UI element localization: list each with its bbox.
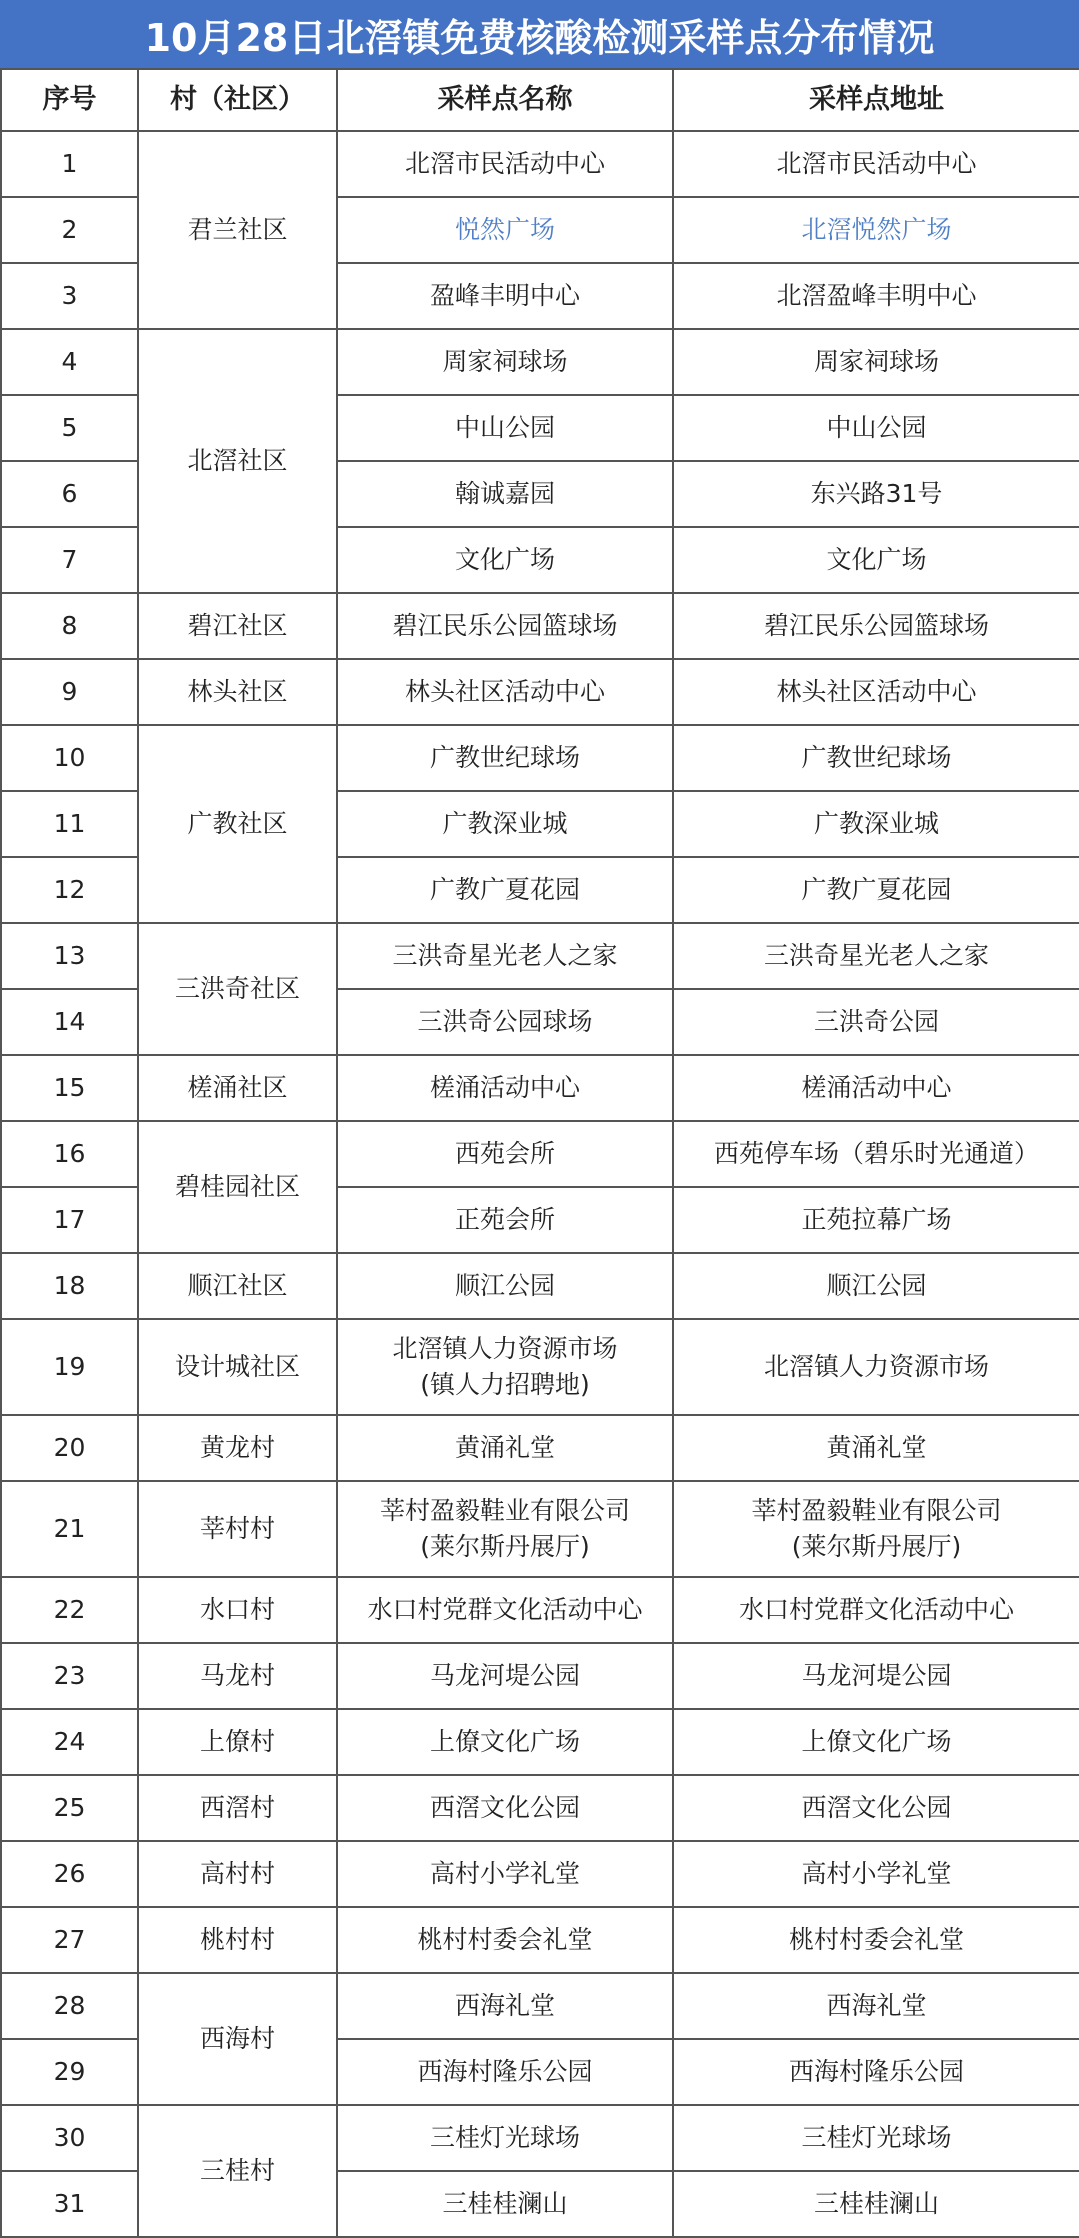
- seq-cell: 11: [1, 791, 138, 857]
- table-row: [1, 1973, 1079, 2039]
- site-address-cell: 北滘悦然广场: [673, 197, 1079, 263]
- table-row: [1, 659, 1079, 725]
- site-address-cell: 三桂灯光球场: [673, 2105, 1079, 2171]
- site-address-cell: 西海礼堂: [673, 1973, 1079, 2039]
- table-row: [1, 1775, 1079, 1841]
- village-cell: 三洪奇社区: [138, 923, 337, 1055]
- seq-cell: 15: [1, 1055, 138, 1121]
- site-name-cell: 三桂桂澜山: [337, 2171, 673, 2237]
- seq-cell: 9: [1, 659, 138, 725]
- site-address-cell: 高村小学礼堂: [673, 1841, 1079, 1907]
- site-name-cell: [337, 1481, 673, 1577]
- site-address-cell: 正苑拉幕广场: [673, 1187, 1079, 1253]
- seq-cell: 22: [1, 1577, 138, 1643]
- seq-cell: 5: [1, 395, 138, 461]
- site-address-cell: 碧江民乐公园篮球场: [673, 593, 1079, 659]
- village-cell: 碧桂园社区: [138, 1121, 337, 1253]
- site-name-cell: [337, 1319, 673, 1415]
- village-cell: 水口村: [138, 1577, 337, 1643]
- village-cell: 西海村: [138, 1973, 337, 2105]
- header-seq: 序号: [1, 69, 138, 131]
- seq-cell: 29: [1, 2039, 138, 2105]
- site-name-cell: 桃村村委会礼堂: [337, 1907, 673, 1973]
- site-name-cell: 黄涌礼堂: [337, 1415, 673, 1481]
- table-row: [1, 1481, 1079, 1577]
- site-name-cell: 广教深业城: [337, 791, 673, 857]
- seq-cell: 10: [1, 725, 138, 791]
- seq-cell: 23: [1, 1643, 138, 1709]
- sampling-sites-table: [0, 68, 1079, 2238]
- site-address-cell: 文化广场: [673, 527, 1079, 593]
- seq-cell: 25: [1, 1775, 138, 1841]
- site-address-cell: 广教广夏花园: [673, 857, 1079, 923]
- site-name-cell: 西海礼堂: [337, 1973, 673, 2039]
- site-address-cell: 黄涌礼堂: [673, 1415, 1079, 1481]
- site-address-cell: 中山公园: [673, 395, 1079, 461]
- site-address-cell: 北滘盈峰丰明中心: [673, 263, 1079, 329]
- village-cell: 莘村村: [138, 1481, 337, 1577]
- page-title: 10月28日北滘镇免费核酸检测采样点分布情况: [0, 0, 1079, 68]
- header-site-name: 采样点名称: [337, 69, 673, 131]
- site-address-cell: 林头社区活动中心: [673, 659, 1079, 725]
- seq-cell: 28: [1, 1973, 138, 2039]
- site-name-line2: (镇人力招聘地): [420, 1370, 590, 1399]
- village-cell: 顺江社区: [138, 1253, 337, 1319]
- site-name-cell: 槎涌活动中心: [337, 1055, 673, 1121]
- seq-cell: 27: [1, 1907, 138, 1973]
- site-name-cell: 西海村隆乐公园: [337, 2039, 673, 2105]
- table-row: [1, 1907, 1079, 1973]
- site-name-cell: 周家祠球场: [337, 329, 673, 395]
- village-cell: 黄龙村: [138, 1415, 337, 1481]
- village-cell: 桃村村: [138, 1907, 337, 1973]
- seq-cell: 8: [1, 593, 138, 659]
- site-name-cell: 广教广夏花园: [337, 857, 673, 923]
- site-name-cell: 正苑会所: [337, 1187, 673, 1253]
- site-address-cell: 顺江公园: [673, 1253, 1079, 1319]
- village-cell: 设计城社区: [138, 1319, 337, 1415]
- site-name-cell: 文化广场: [337, 527, 673, 593]
- seq-cell: 19: [1, 1319, 138, 1415]
- seq-cell: 20: [1, 1415, 138, 1481]
- site-address-line2: (莱尔斯丹展厅): [791, 1532, 962, 1561]
- table-row: [1, 725, 1079, 791]
- village-cell: 碧江社区: [138, 593, 337, 659]
- table-row: [1, 1319, 1079, 1415]
- site-address-cell: [673, 1481, 1079, 1577]
- table-header-row: [1, 69, 1079, 131]
- village-cell: 北滘社区: [138, 329, 337, 593]
- table-row: [1, 1841, 1079, 1907]
- village-cell: 高村村: [138, 1841, 337, 1907]
- site-name-cell: 碧江民乐公园篮球场: [337, 593, 673, 659]
- table-row: [1, 1709, 1079, 1775]
- table-row: [1, 1055, 1079, 1121]
- site-name-cell: 上僚文化广场: [337, 1709, 673, 1775]
- table-row: [1, 1121, 1079, 1187]
- site-address-cell: 北滘镇人力资源市场: [673, 1319, 1079, 1415]
- site-address-cell: 西苑停车场（碧乐时光通道）: [673, 1121, 1079, 1187]
- village-cell: 君兰社区: [138, 131, 337, 329]
- site-name-cell: 水口村党群文化活动中心: [337, 1577, 673, 1643]
- site-address-cell: 三桂桂澜山: [673, 2171, 1079, 2237]
- seq-cell: 12: [1, 857, 138, 923]
- site-address-cell: 马龙河堤公园: [673, 1643, 1079, 1709]
- seq-cell: 24: [1, 1709, 138, 1775]
- village-cell: 西滘村: [138, 1775, 337, 1841]
- table-row: [1, 1577, 1079, 1643]
- site-address-cell: 三洪奇公园: [673, 989, 1079, 1055]
- site-address-cell: 东兴路31号: [673, 461, 1079, 527]
- site-address-cell: 西海村隆乐公园: [673, 2039, 1079, 2105]
- site-name-line2: (莱尔斯丹展厅): [420, 1532, 590, 1561]
- seq-cell: 18: [1, 1253, 138, 1319]
- village-cell: 马龙村: [138, 1643, 337, 1709]
- site-name-cell: 盈峰丰明中心: [337, 263, 673, 329]
- site-name-cell: 三桂灯光球场: [337, 2105, 673, 2171]
- table-row: [1, 2105, 1079, 2171]
- site-name-cell: 广教世纪球场: [337, 725, 673, 791]
- site-address-cell: 上僚文化广场: [673, 1709, 1079, 1775]
- site-name-line1: 莘村盈毅鞋业有限公司: [379, 1496, 630, 1525]
- site-address-cell: 西滘文化公园: [673, 1775, 1079, 1841]
- seq-cell: 7: [1, 527, 138, 593]
- village-cell: 林头社区: [138, 659, 337, 725]
- site-name-cell: 西滘文化公园: [337, 1775, 673, 1841]
- site-name-cell: 悦然广场: [337, 197, 673, 263]
- seq-cell: 1: [1, 131, 138, 197]
- table-row: [1, 1415, 1079, 1481]
- village-cell: 广教社区: [138, 725, 337, 923]
- site-name-cell: 北滘市民活动中心: [337, 131, 673, 197]
- site-name-cell: 顺江公园: [337, 1253, 673, 1319]
- header-village: 村（社区）: [138, 69, 337, 131]
- seq-cell: 30: [1, 2105, 138, 2171]
- site-address-cell: 槎涌活动中心: [673, 1055, 1079, 1121]
- seq-cell: 6: [1, 461, 138, 527]
- table-row: [1, 131, 1079, 197]
- site-name-cell: 高村小学礼堂: [337, 1841, 673, 1907]
- table-row: [1, 923, 1079, 989]
- site-address-cell: 广教深业城: [673, 791, 1079, 857]
- table-row: [1, 1643, 1079, 1709]
- site-name-cell: 中山公园: [337, 395, 673, 461]
- village-cell: 上僚村: [138, 1709, 337, 1775]
- seq-cell: 16: [1, 1121, 138, 1187]
- site-address-cell: 周家祠球场: [673, 329, 1079, 395]
- site-name-line1: 北滘镇人力资源市场: [392, 1334, 618, 1363]
- seq-cell: 13: [1, 923, 138, 989]
- village-cell: 三桂村: [138, 2105, 337, 2237]
- site-name-cell: 三洪奇公园球场: [337, 989, 673, 1055]
- seq-cell: 3: [1, 263, 138, 329]
- site-name-cell: 西苑会所: [337, 1121, 673, 1187]
- site-address-cell: 水口村党群文化活动中心: [673, 1577, 1079, 1643]
- header-site-address: 采样点地址: [673, 69, 1079, 131]
- site-name-cell: 马龙河堤公园: [337, 1643, 673, 1709]
- table-row: [1, 329, 1079, 395]
- seq-cell: 14: [1, 989, 138, 1055]
- site-address-cell: 桃村村委会礼堂: [673, 1907, 1079, 1973]
- site-address-line1: 莘村盈毅鞋业有限公司: [751, 1496, 1002, 1525]
- site-name-cell: 林头社区活动中心: [337, 659, 673, 725]
- seq-cell: 4: [1, 329, 138, 395]
- seq-cell: 21: [1, 1481, 138, 1577]
- seq-cell: 31: [1, 2171, 138, 2237]
- site-address-cell: 广教世纪球场: [673, 725, 1079, 791]
- seq-cell: 2: [1, 197, 138, 263]
- site-address-cell: 三洪奇星光老人之家: [673, 923, 1079, 989]
- table-row: [1, 1253, 1079, 1319]
- seq-cell: 17: [1, 1187, 138, 1253]
- site-address-cell: 北滘市民活动中心: [673, 131, 1079, 197]
- site-name-cell: 翰诚嘉园: [337, 461, 673, 527]
- site-name-cell: 三洪奇星光老人之家: [337, 923, 673, 989]
- seq-cell: 26: [1, 1841, 138, 1907]
- village-cell: 槎涌社区: [138, 1055, 337, 1121]
- table-row: [1, 593, 1079, 659]
